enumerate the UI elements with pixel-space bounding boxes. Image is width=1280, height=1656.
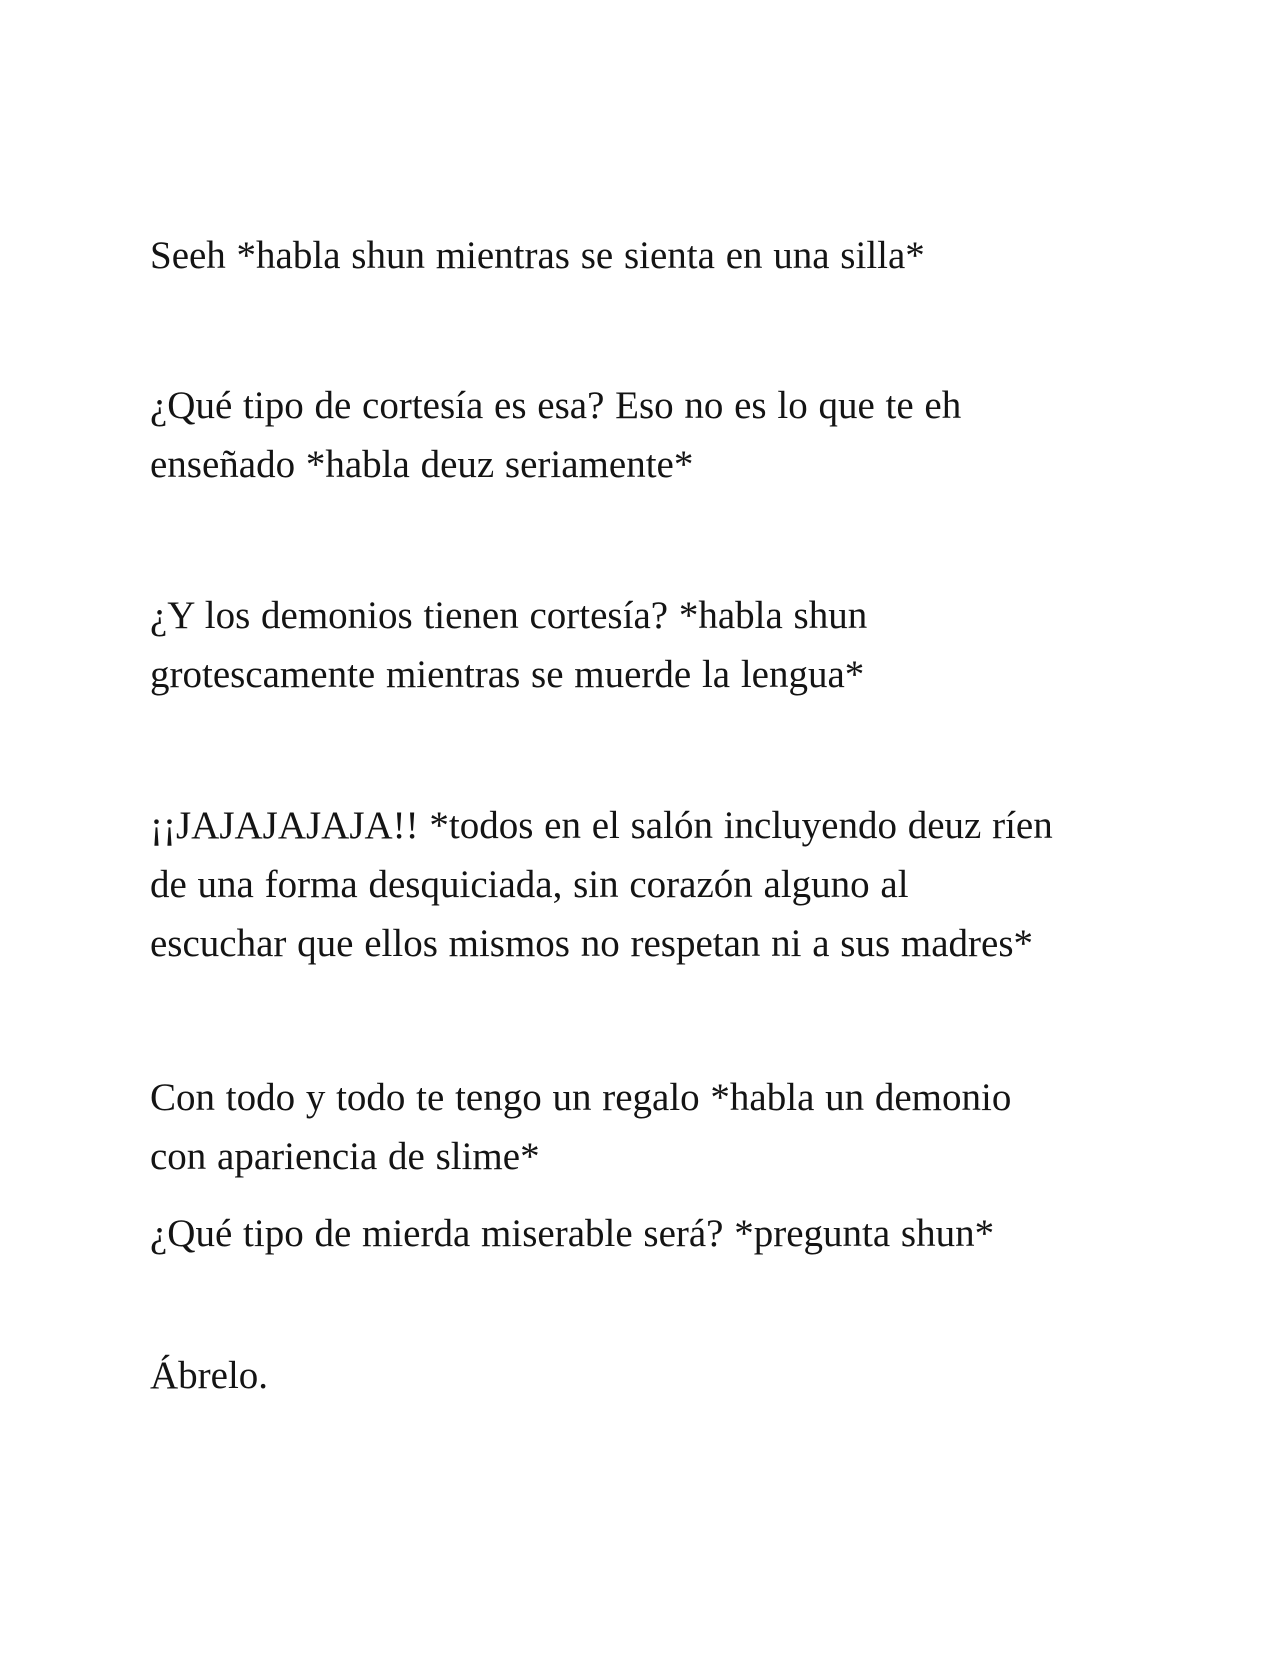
paragraph-line: Con todo y todo te tengo un regalo *habla un demonio — [150, 1076, 1012, 1119]
paragraph-line: ¡¡JAJAJAJAJA!! *todos en el salón incluyendo deuz ríen — [150, 804, 1053, 847]
paragraph-3 — [150, 586, 1130, 704]
paragraph-1 — [150, 226, 1130, 285]
paragraph-line: Ábrelo. — [150, 1354, 269, 1397]
paragraph-line: ¿Qué tipo de cortesía es esa? Eso no es lo que te eh — [150, 384, 962, 427]
paragraph-line: ¿Qué tipo de mierda miserable será? *pregunta shun* — [150, 1212, 995, 1255]
paragraph-7 — [150, 1346, 1130, 1405]
paragraph-6 — [150, 1204, 1130, 1263]
paragraph-2 — [150, 376, 1130, 494]
paragraph-4 — [150, 796, 1130, 973]
paragraph-line: enseñado *habla deuz seriamente* — [150, 443, 694, 486]
paragraph-line: escuchar que ellos mismos no respetan ni a sus madres* — [150, 922, 1034, 965]
paragraph-line: de una forma desquiciada, sin corazón alguno al — [150, 863, 909, 906]
paragraph-line: Seeh *habla shun mientras se sienta en una silla* — [150, 234, 925, 277]
paragraph-line: ¿Y los demonios tienen cortesía? *habla shun — [150, 594, 868, 637]
paragraph-line: con apariencia de slime* — [150, 1135, 540, 1178]
paragraph-5 — [150, 1068, 1130, 1186]
paragraph-line: grotescamente mientras se muerde la lengua* — [150, 653, 865, 696]
